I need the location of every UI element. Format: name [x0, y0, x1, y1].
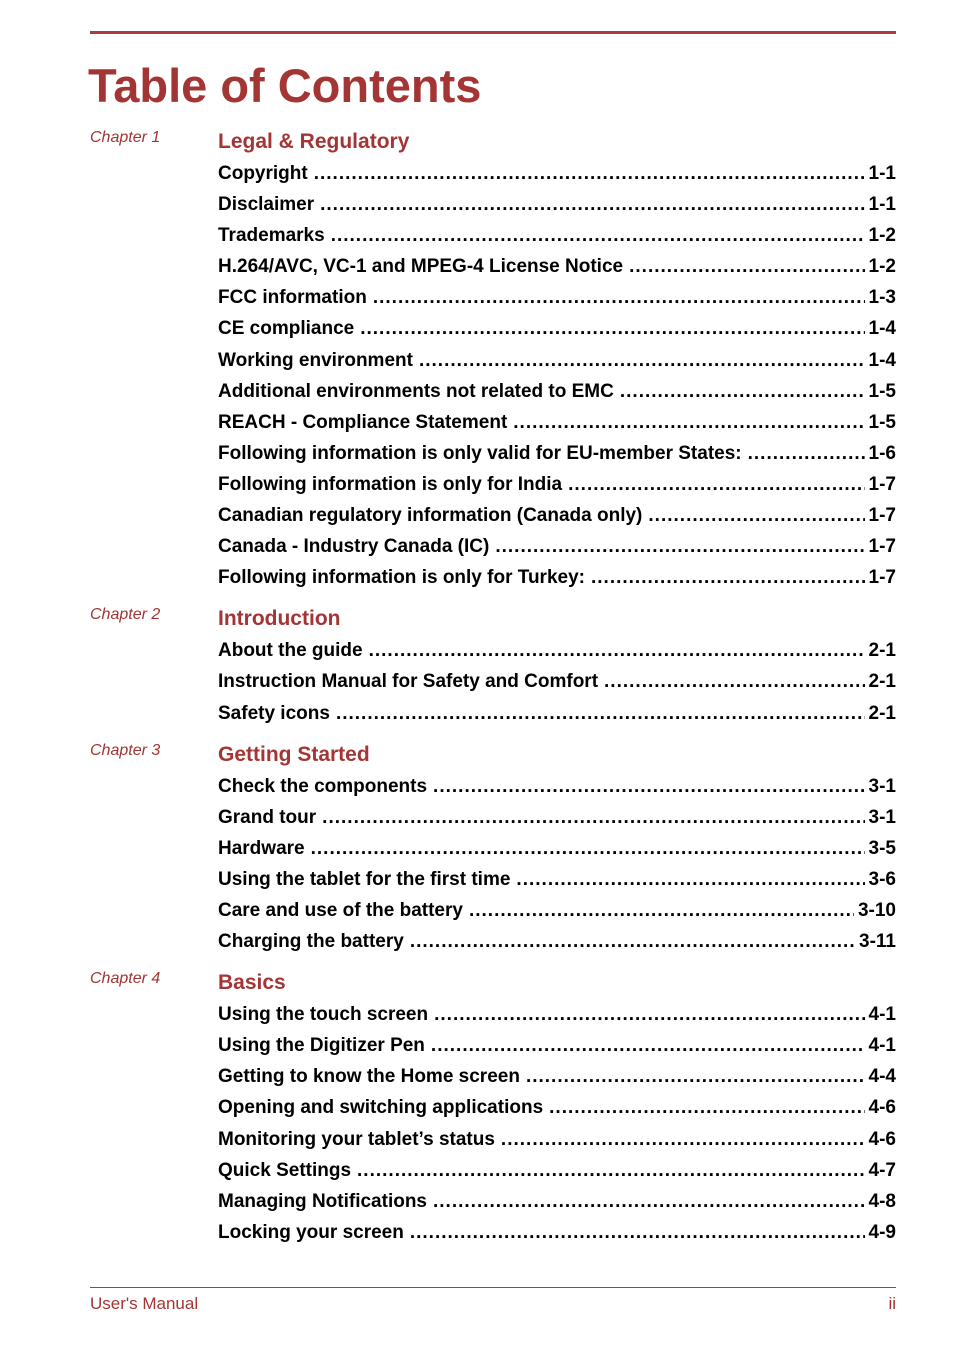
toc-entry-link[interactable]	[218, 438, 896, 469]
toc-entry-title: Following information is only valid for EU-member States:	[218, 442, 742, 464]
dot-leader	[336, 698, 865, 729]
toc-entry-title: H.264/AVC, VC-1 and MPEG-4 License Notice	[218, 256, 624, 278]
chapter-body	[218, 126, 896, 593]
toc-entry-title: Disclaimer	[218, 194, 315, 216]
toc-entry-page-number: 1-5	[868, 380, 896, 402]
dot-leader	[495, 531, 864, 562]
toc-entry-page-number: 1-1	[868, 194, 896, 216]
chapter-label: Chapter 3	[90, 741, 161, 759]
dot-leader	[568, 469, 864, 500]
toc-entry-link[interactable]	[218, 926, 896, 957]
toc-entry-page-number: 2-1	[868, 671, 896, 693]
toc-entry-link[interactable]	[218, 313, 896, 344]
toc-entry-title: Using the Digitizer Pen	[218, 1035, 425, 1057]
toc-entry-title: Locking your screen	[218, 1221, 404, 1243]
toc-entry-page-number: 4-7	[868, 1159, 896, 1181]
toc-entry-page-number: 1-7	[868, 473, 896, 495]
toc-entry-page-number: 3-10	[857, 899, 896, 921]
dot-leader	[433, 771, 864, 802]
toc-entry-page-number: 2-1	[868, 702, 896, 724]
toc-entry-link[interactable]	[218, 771, 896, 802]
dot-leader	[431, 1030, 865, 1061]
toc-entry-title: Following information is only for India	[218, 473, 563, 495]
toc-entry-link[interactable]	[218, 666, 896, 697]
toc-entry-page-number: 4-6	[868, 1128, 896, 1150]
chapter-section	[90, 603, 896, 728]
toc-entry-page-number: 3-1	[868, 775, 896, 797]
toc-entry-title: Getting to know the Home screen	[218, 1066, 520, 1088]
toc-entry-title: Instruction Manual for Safety and Comfort	[218, 671, 599, 693]
chapter-body	[218, 967, 896, 1248]
dot-leader	[434, 999, 864, 1030]
toc-entry-link[interactable]	[218, 1186, 896, 1217]
toc-entry-title: Opening and switching applications	[218, 1097, 544, 1119]
toc-entry-link[interactable]	[218, 220, 896, 251]
toc-entry-link[interactable]	[218, 158, 896, 189]
toc-entry-link[interactable]	[218, 345, 896, 376]
top-divider	[90, 31, 896, 34]
dot-leader	[314, 158, 865, 189]
toc-entry-title: Canada - Industry Canada (IC)	[218, 536, 490, 558]
toc-entry-link[interactable]	[218, 698, 896, 729]
dot-leader	[433, 1186, 865, 1217]
toc-entry-page-number: 1-4	[868, 349, 896, 371]
toc-entry-link[interactable]	[218, 635, 896, 666]
toc-entry-page-number: 4-1	[868, 1004, 896, 1026]
chapter-body	[218, 603, 896, 728]
toc-entry-link[interactable]	[218, 562, 896, 593]
toc-entry-page-number: 1-7	[868, 567, 896, 589]
toc-entry-link[interactable]	[218, 895, 896, 926]
toc-entry-title: Quick Settings	[218, 1159, 352, 1181]
toc-entry-page-number: 4-1	[868, 1035, 896, 1057]
dot-leader	[629, 251, 864, 282]
chapter-title-link[interactable]: Getting Started	[218, 742, 370, 766]
dot-leader	[322, 802, 864, 833]
toc-entry-page-number: 4-9	[868, 1221, 896, 1243]
toc-entry-link[interactable]	[218, 1124, 896, 1155]
toc-entry-page-number: 1-4	[868, 318, 896, 340]
dot-leader	[526, 1061, 865, 1092]
footer-manual-name: User's Manual	[90, 1294, 199, 1313]
toc-entry-link[interactable]	[218, 1061, 896, 1092]
chapter-section	[90, 967, 896, 1248]
toc-entry-link[interactable]	[218, 407, 896, 438]
footer-page-number: ii	[888, 1294, 896, 1313]
toc-entry-link[interactable]	[218, 1155, 896, 1186]
toc-entry-link[interactable]	[218, 189, 896, 220]
dot-leader	[410, 1217, 865, 1248]
toc-entry-title: FCC information	[218, 287, 367, 309]
chapter-label: Chapter 4	[90, 970, 161, 988]
dot-leader	[516, 864, 864, 895]
toc-entry-link[interactable]	[218, 251, 896, 282]
chapter-section	[90, 126, 896, 593]
toc-entry-page-number: 3-11	[859, 931, 896, 953]
table-of-contents	[90, 126, 896, 1258]
toc-entry-title: Charging the battery	[218, 931, 404, 953]
toc-entry-page-number: 3-1	[868, 806, 896, 828]
chapter-label: Chapter 2	[90, 606, 161, 624]
toc-entry-title: Copyright	[218, 163, 308, 184]
toc-entry-page-number: 1-2	[868, 256, 896, 278]
toc-entry-link[interactable]	[218, 469, 896, 500]
toc-entry-title: Care and use of the battery	[218, 899, 463, 921]
dot-leader	[373, 282, 865, 313]
toc-entry-page-number: 1-7	[868, 505, 896, 527]
dot-leader	[320, 189, 864, 220]
toc-entry-page-number: 1-6	[868, 442, 896, 464]
toc-entry-title: Additional environments not related to EMC	[218, 380, 614, 402]
dot-leader	[410, 926, 855, 957]
page-title: Table of Contents	[88, 59, 482, 112]
toc-entry-title: About the guide	[218, 640, 363, 662]
toc-entry-title: Trademarks	[218, 225, 325, 247]
dot-leader	[648, 500, 864, 531]
toc-entry-title: Using the touch screen	[218, 1004, 429, 1026]
toc-entry-page-number: 4-4	[868, 1066, 896, 1088]
toc-entry-link[interactable]	[218, 282, 896, 313]
toc-entry-page-number: 4-8	[868, 1190, 896, 1212]
toc-entry-page-number: 1-2	[868, 225, 896, 247]
toc-entry-title: Using the tablet for the first time	[218, 868, 511, 890]
toc-entry-title: Monitoring your tablet’s status	[218, 1128, 495, 1150]
dot-leader	[604, 666, 865, 697]
toc-entry-title: Following information is only for Turkey:	[218, 567, 585, 589]
toc-entry-page-number: 1-5	[868, 411, 896, 433]
toc-entry-link[interactable]	[218, 864, 896, 895]
toc-entry-title: Safety icons	[218, 702, 330, 724]
dot-leader	[549, 1092, 864, 1123]
bottom-divider	[90, 1287, 896, 1288]
dot-leader	[360, 313, 864, 344]
toc-entry-page-number: 2-1	[868, 640, 896, 662]
toc-entry-title: Grand tour	[218, 806, 317, 828]
toc-entry-page-number: 3-6	[868, 868, 896, 890]
toc-entry-page-number: 1-7	[868, 536, 896, 558]
toc-entry-page-number: 1-3	[868, 287, 896, 309]
toc-entry-title: CE compliance	[218, 318, 355, 340]
toc-entry-link[interactable]	[218, 1092, 896, 1123]
toc-entry-page-number: 3-5	[868, 837, 896, 859]
dot-leader	[501, 1124, 865, 1155]
toc-entry-title: Hardware	[218, 837, 305, 859]
chapter-label: Chapter 1	[90, 129, 161, 146]
chapter-body	[218, 739, 896, 958]
toc-entry-link[interactable]	[218, 531, 896, 562]
toc-entry-link[interactable]	[218, 999, 896, 1030]
toc-entry-link[interactable]	[218, 1217, 896, 1248]
toc-entry-title: Check the components	[218, 775, 428, 797]
toc-entry-link[interactable]	[218, 802, 896, 833]
toc-entry-title: Working environment	[218, 349, 413, 371]
chapter-title-link[interactable]: Basics	[218, 971, 286, 995]
dot-leader	[357, 1155, 865, 1186]
toc-entry-link[interactable]	[218, 1030, 896, 1061]
toc-entry-title: Managing Notifications	[218, 1190, 427, 1212]
toc-entry-link[interactable]	[218, 500, 896, 531]
dot-leader	[469, 895, 854, 926]
dot-leader	[748, 438, 865, 469]
toc-entry-page-number: 1-1	[868, 163, 896, 184]
toc-entry-page-number: 4-6	[868, 1097, 896, 1119]
dot-leader	[311, 833, 865, 864]
toc-entry-title: REACH - Compliance Statement	[218, 411, 508, 433]
toc-entry-title: Canadian regulatory information (Canada only)	[218, 505, 643, 527]
dot-leader	[331, 220, 865, 251]
dot-leader	[419, 345, 865, 376]
toc-entry-link[interactable]	[218, 376, 896, 407]
dot-leader	[369, 635, 865, 666]
chapter-title-link[interactable]: Legal & Regulatory	[218, 130, 410, 153]
dot-leader	[591, 562, 865, 593]
dot-leader	[513, 407, 864, 438]
chapter-title-link[interactable]: Introduction	[218, 607, 341, 631]
dot-leader	[620, 376, 865, 407]
chapter-section	[90, 739, 896, 958]
toc-entry-link[interactable]	[218, 833, 896, 864]
